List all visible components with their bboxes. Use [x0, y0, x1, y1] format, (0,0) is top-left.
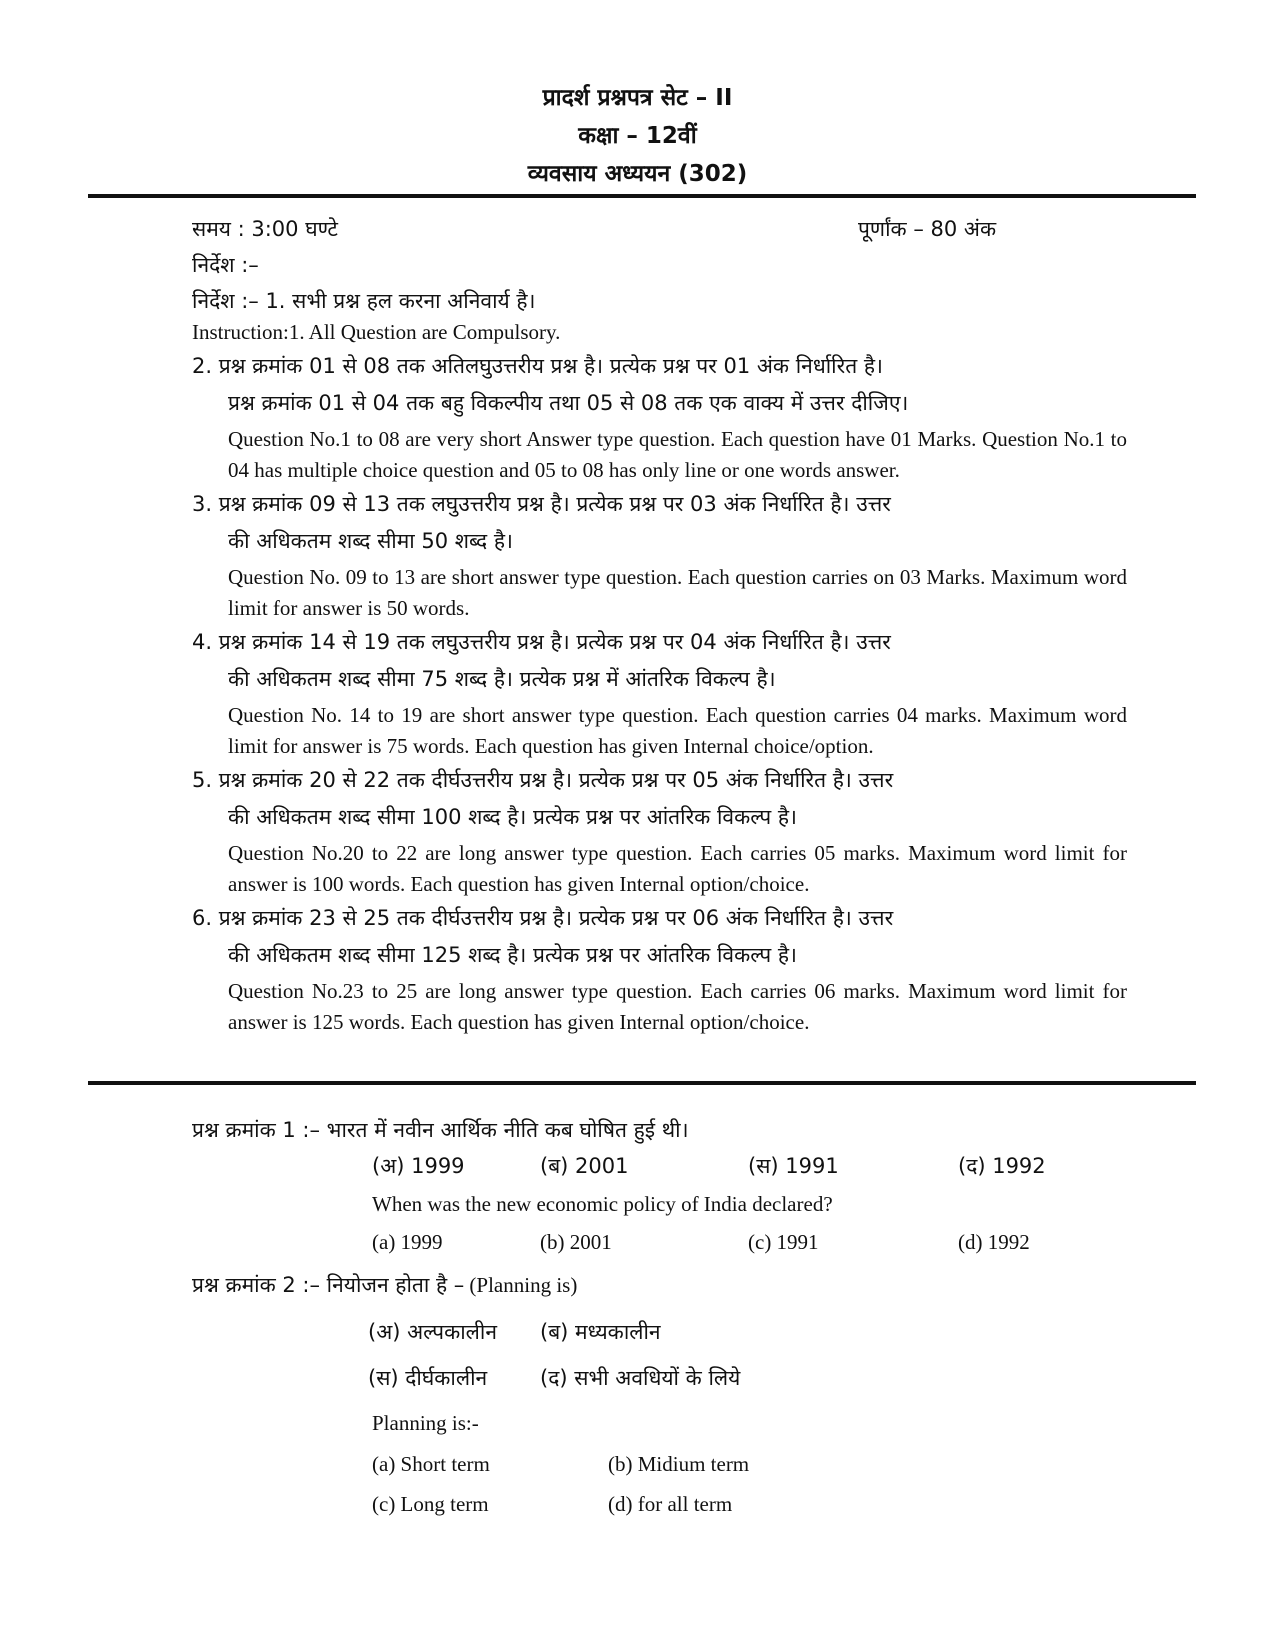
- q1-option-c-hindi: (स) 1991: [748, 1154, 839, 1178]
- paper-set-title: प्रादर्श प्रश्नपत्र सेट – II: [542, 85, 733, 111]
- instruction-2-hindi-line1: 2. प्रश्न क्रमांक 01 से 08 तक अतिलघुउत्तरीय प्रश्न है। प्रत्येक प्रश्न पर 01 अंक निर्धारित है।: [192, 354, 883, 378]
- instruction-5-english: Question No.20 to 22 are long answer type question. Each carries 05 marks. Maximum word limit for answer is 100 words. Each question has given Internal option/choice.: [228, 841, 1127, 896]
- q2-option-d-english: (d) for all term: [608, 1492, 733, 1516]
- instruction-3-hindi-line1: 3. प्रश्न क्रमांक 09 से 13 तक लघुउत्तरीय प्रश्न है। प्रत्येक प्रश्न पर 03 अंक निर्धारित है। उत्तर: [192, 492, 891, 516]
- q2-option-a-english: (a) Short term: [372, 1452, 490, 1476]
- instruction-6-hindi-line2: की अधिकतम शब्द सीमा 125 शब्द है। प्रत्येक प्रश्न पर आंतरिक विकल्प है।: [228, 943, 797, 967]
- instruction-6-hindi-line1: 6. प्रश्न क्रमांक 23 से 25 तक दीर्घउत्तरीय प्रश्न है। प्रत्येक प्रश्न पर 06 अंक निर्धारित है। उत्तर: [192, 906, 894, 930]
- q2-option-b-english: (b) Midium term: [608, 1452, 750, 1476]
- instruction-5-hindi-line2: की अधिकतम शब्द सीमा 100 शब्द है। प्रत्येक प्रश्न पर आंतरिक विकल्प है।: [228, 805, 797, 829]
- instruction-4-hindi-line2: की अधिकतम शब्द सीमा 75 शब्द है। प्रत्येक प्रश्न में आंतरिक विकल्प है।: [228, 667, 776, 691]
- instruction-4-hindi-line1: 4. प्रश्न क्रमांक 14 से 19 तक लघुउत्तरीय प्रश्न है। प्रत्येक प्रश्न पर 04 अंक निर्धारित है। उत्तर: [192, 630, 891, 654]
- q2-option-d-hindi: (द) सभी अवधियों के लिये: [540, 1366, 741, 1390]
- instruction-3-english: Question No. 09 to 13 are short answer type question. Each question carries on 03 Marks. Maximum word limit for answer is 50 words.: [228, 565, 1127, 620]
- instruction-6-english: Question No.23 to 25 are long answer type question. Each carries 06 marks. Maximum word limit for answer is 125 words. Each question has given Internal option/choice.: [228, 979, 1127, 1034]
- top-divider: [88, 194, 1196, 198]
- q2-option-c-english: (c) Long term: [372, 1492, 489, 1516]
- class-title: कक्षा – 12वीं: [578, 123, 697, 149]
- question-1-text: प्रश्न क्रमांक 1 :– भारत में नवीन आर्थिक नीति कब घोषित हुई थी।: [192, 1118, 689, 1142]
- instruction-1-hindi: निर्देश :– 1. सभी प्रश्न हल करना अनिवार्य है।: [192, 289, 536, 313]
- q1-option-d-english: (d) 1992: [958, 1230, 1030, 1254]
- instruction-1-english: Instruction:1. All Question are Compulsory.: [192, 320, 561, 344]
- q1-option-c-english: (c) 1991: [748, 1230, 819, 1254]
- q2-option-c-hindi: (स) दीर्घकालीन: [368, 1366, 488, 1390]
- question-2-text: [192, 1267, 577, 1304]
- instructions-block: [192, 283, 1127, 1038]
- q2-option-b-hindi: (ब) मध्यकालीन: [540, 1320, 661, 1344]
- q1-option-b-hindi: (ब) 2001: [540, 1154, 629, 1178]
- q1-option-a-english: (a) 1999: [372, 1230, 443, 1254]
- max-marks: पूर्णांक – 80 अंक: [858, 217, 997, 241]
- q2-option-a-hindi: (अ) अल्पकालीन: [368, 1320, 497, 1344]
- time-allowed: समय : 3:00 घण्टे: [192, 217, 338, 241]
- instruction-2-english: Question No.1 to 08 are very short Answer type question. Each question have 01 Marks. Question No.1 to 04 has multiple choice question and 05 to 08 has only line or one words answer.: [228, 427, 1127, 482]
- instruction-2-hindi-line2: प्रश्न क्रमांक 01 से 04 तक बहु विकल्पीय तथा 05 से 08 तक एक वाक्य में उत्तर दीजिए।: [228, 391, 909, 415]
- q1-option-d-hindi: (द) 1992: [958, 1154, 1046, 1178]
- directions-label: निर्देश :–: [192, 253, 259, 277]
- question-2-english-label: (Planning is): [469, 1273, 578, 1297]
- bottom-divider: [88, 1081, 1196, 1085]
- q1-option-b-english: (b) 2001: [540, 1230, 612, 1254]
- q1-option-a-hindi: (अ) 1999: [372, 1154, 465, 1178]
- question-2-hindi: प्रश्न क्रमांक 2 :– नियोजन होता है –: [192, 1273, 465, 1297]
- subject-title: व्यवसाय अध्ययन (302): [527, 161, 748, 187]
- instruction-3-hindi-line2: की अधिकतम शब्द सीमा 50 शब्द है।: [228, 529, 513, 553]
- instruction-4-english: Question No. 14 to 19 are short answer type question. Each question carries 04 marks. Maximum word limit for answer is 75 words. Each question has given Internal choice/option.: [228, 703, 1127, 758]
- instruction-5-hindi-line1: 5. प्रश्न क्रमांक 20 से 22 तक दीर्घउत्तरीय प्रश्न है। प्रत्येक प्रश्न पर 05 अंक निर्धारित है। उत्तर: [192, 768, 894, 792]
- question-2-english: Planning is:-: [372, 1411, 479, 1435]
- question-1-english: When was the new economic policy of India declared?: [372, 1192, 833, 1216]
